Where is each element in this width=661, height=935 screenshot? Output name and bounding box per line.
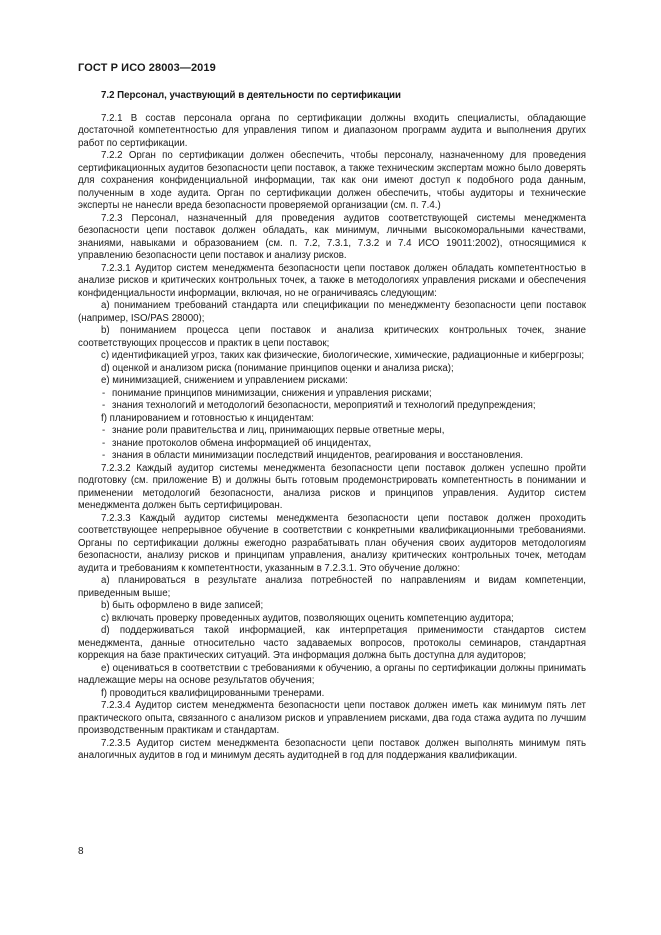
paragraph-7-2-3-4: 7.2.3.4 Аудитор систем менеджмента безопасности цепи поставок должен иметь как минимум пять лет практического опыта, связанного с анализом рисков и управлением рисками, два года стажа аудита по лучшим производственным практикам и стандартам. — [78, 700, 586, 736]
sub-item: - знания технологий и методологий безопасности, мероприятий и технологий предупреждения; — [78, 400, 586, 413]
list-item-f: f) проводиться квалифицированными тренерами. — [101, 687, 325, 699]
list-item-a: a) планироваться в результате анализа потребностей по направлениям и видам компетенции, приведенным выше; — [78, 575, 586, 599]
list-item-c: c) идентификацией угроз, таких как физические, биологические, химические, радиационные и кибергрозы; — [101, 350, 585, 361]
sub-item: - знание роли правительства и лиц, принимающих первые ответные меры, — [78, 425, 586, 438]
paragraph-7-2-2: 7.2.2 Орган по сертификации должен обеспечить, чтобы персоналу, назначенному для проведения сертификационных аудитов безопасности цепи поставок, а также техническим экспертам можно было доверять для сохранения конфиденциальной информации, так как они имеют доступ к подобного рода данным, полученным в ходе аудита. Орган по сертификации должен обеспечить, чтобы аудиторы и технические эксперты не нанесли вреда безопасности проверяемой организации (см. п. 7.4.) — [78, 150, 586, 211]
section-title: 7.2 Персонал, участвующий в деятельности по сертификации — [101, 90, 401, 101]
list-item-a: a) пониманием требований стандарта или спецификации по менеджменту безопасности цепи поставок (например, ISO/PAS 28000); — [78, 300, 586, 324]
paragraph-7-2-3-2: 7.2.3.2 Каждый аудитор системы менеджмента безопасности цепи поставок должен успешно пройти подготовку (см. приложение B) и должны быть готовым продемонстрировать компетентность в понимании и применении методологий безопасности, анализа рисков и принципов управления. Аудитор систем менеджмента должен быть сертифицирован. — [78, 462, 586, 511]
list-item-f: f) планированием и готовностью к инцидентам: — [101, 412, 314, 424]
document-header: ГОСТ Р ИСО 28003—2019 — [78, 62, 216, 74]
sub-item: - знания в области минимизации последствий инцидентов, реагирования и восстановления. — [78, 450, 586, 463]
paragraph-7-2-1: 7.2.1 В состав персонала органа по сертификации должны входить специалисты, обладающие достаточной компетентностью для управления типом и диапазоном программ аудита и выполнения других работ по сертификации. — [78, 112, 586, 149]
list-item-e: e) минимизацией, снижением и управлением рисками: — [101, 375, 348, 386]
list-item-c: c) включать проверку проведенных аудитов, позволяющих оценить компетенцию аудитора; — [101, 612, 514, 624]
document-body — [78, 90, 586, 763]
list-item-b: b) быть оформлено в виде записей; — [101, 600, 264, 611]
sub-item: - понимание принципов минимизации, снижения и управления рисками; — [78, 388, 586, 401]
paragraph-7-2-3-1: 7.2.3.1 Аудитор систем менеджмента безопасности цепи поставок должен обладать компетентностью в анализе рисков и критических контрольных точек, а также в методологиях управления рисками и обеспечения конфиденциальности информации, включая, но не ограничиваясь следующим: — [78, 262, 586, 299]
list-item-d: d) поддерживаться такой информацией, как интерпретация применимости стандартов систем менеджмента, данные относительно часто задаваемых вопросов, протоколы семинаров, стандартная коррекция на базе практических ситуаций. Эта информация должна быть доступна для аудиторов; — [78, 625, 586, 661]
page-number: 8 — [78, 846, 84, 857]
list-item-d: d) оценкой и анализом риска (понимание принципов оценки и анализа риска); — [101, 362, 454, 374]
paragraph-7-2-3: 7.2.3 Персонал, назначенный для проведения аудитов соответствующей системы менеджмента безопасности цепи поставок должен обладать, как минимум, личными высокоморальными качествами, знаниями, навыками и образованием (см. п. 7.2, 7.3.1, 7.3.2 и 7.4 ИСО 19011:2002), относящимися к управлению безопасности цепи поставок и анализу рисков. — [78, 212, 586, 261]
paragraph-7-2-3-5: 7.2.3.5 Аудитор систем менеджмента безопасности цепи поставок должен выполнять минимум пять аналогичных аудитов в год и минимум десять аудитодней в год для поддержания квалификации. — [78, 737, 586, 761]
list-item-b: b) пониманием процесса цепи поставок и анализа критических контрольных точек, знание соответствующих процессов и практик в цепи поставок; — [78, 325, 586, 349]
paragraph-7-2-3-3: 7.2.3.3 Каждый аудитор системы менеджмента безопасности цепи поставок должен проходить соответствующее непрерывное обучение в соответствии с конкретными квалификационными требованиями. Органы по сертификации должны ежегодно разрабатывать план обучения своих аудиторов методологиям безопасности, анализу рисков и принципам управления, анализу критических контрольных точек, методам аудита и требованиям к компетентности, указанным в 7.2.3.1. Это обучение должно: — [78, 512, 586, 574]
sub-item: - знание протоколов обмена информацией об инцидентах, — [78, 438, 586, 451]
list-item-e: e) оцениваться в соответствии с требованиями к обучению, а органы по сертификации должны принимать надлежащие меры на основе результатов обучения; — [78, 662, 586, 686]
